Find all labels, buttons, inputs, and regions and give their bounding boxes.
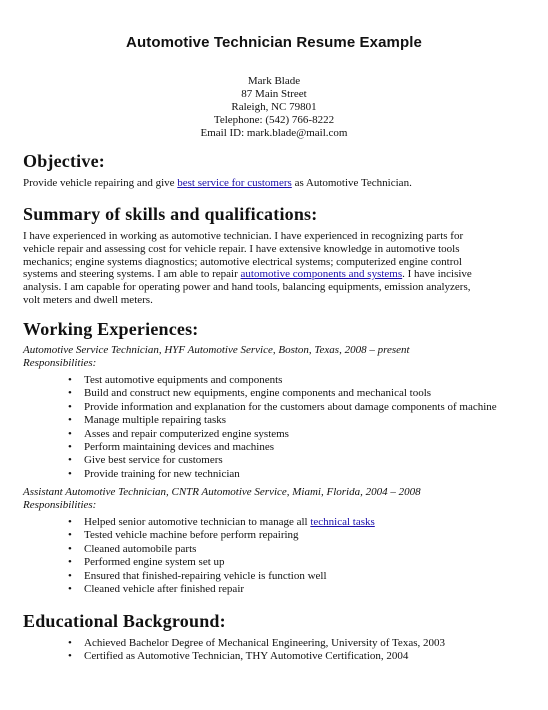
bullet-icon: • bbox=[68, 441, 72, 454]
contact-telephone: Telephone: (542) 766-8222 bbox=[213, 114, 335, 126]
list-item: • Performed engine system set up bbox=[68, 556, 225, 569]
list-item: • Certified as Automotive Technician, THY Automotive Certification, 2004 bbox=[68, 650, 409, 663]
bullet-icon: • bbox=[68, 454, 72, 467]
bullet-icon: • bbox=[68, 650, 72, 663]
contact-email: Email ID: mark.blade@mail.com bbox=[200, 127, 348, 139]
list-item: • Cleaned automobile parts bbox=[68, 542, 197, 555]
best-service-link[interactable]: best service for customers bbox=[177, 177, 292, 189]
list-item: • Achieved Bachelor Degree of Mechanical Engineering, University of Texas, 2003 bbox=[68, 637, 445, 649]
summary-line: I have experienced in working as automotive technician. I have experienced in recognizing parts for bbox=[23, 230, 464, 242]
experience-heading: Working Experiences: bbox=[23, 319, 199, 339]
bullet-icon: • bbox=[68, 569, 72, 582]
contact-street: 87 Main Street bbox=[241, 88, 307, 100]
contact-name: Mark Blade bbox=[247, 75, 301, 87]
bullet-icon: • bbox=[68, 467, 72, 480]
education-list bbox=[23, 637, 445, 664]
list-item: • Cleaned vehicle after finished repair bbox=[68, 583, 245, 596]
job2-role: Assistant Automotive Technician, CNTR Automotive Service, Miami, Florida, 2004 – 2008 bbox=[23, 486, 421, 498]
list-item: • Build and construct new equipments, engine components and mechanical tools bbox=[68, 387, 432, 400]
job2-responsibilities-list bbox=[23, 516, 375, 596]
technical-tasks-link[interactable]: technical tasks bbox=[310, 516, 375, 528]
job2-header bbox=[23, 486, 421, 512]
list-item: • Perform maintaining devices and machines bbox=[68, 441, 274, 454]
list-item: • Provide information and explanation for the customers about damage components of machine bbox=[68, 400, 497, 413]
summary-text bbox=[23, 230, 523, 307]
bullet-icon: • bbox=[68, 414, 72, 427]
list-item: • Tested vehicle machine before perform repairing bbox=[68, 529, 299, 542]
contact-city: Raleigh, NC 79801 bbox=[231, 101, 317, 113]
summary-line4-pre: systems and steering systems. I am able to repair bbox=[23, 268, 241, 281]
job1-responsibilities-list bbox=[23, 374, 497, 481]
summary-line: analysis. I am capable for operating power and hand tools, balancing equipments, emission analyzers, bbox=[23, 281, 471, 294]
list-item: • Asses and repair computerized engine systems bbox=[68, 427, 289, 440]
objective-heading: Objective: bbox=[23, 151, 105, 171]
bullet-icon: • bbox=[68, 427, 72, 440]
contact-block bbox=[0, 75, 548, 140]
document-title: Automotive Technician Resume Example bbox=[126, 34, 422, 51]
list-item: • Manage multiple repairing tasks bbox=[68, 414, 227, 427]
summary-heading: Summary of skills and qualifications: bbox=[23, 204, 318, 224]
bullet-icon: • bbox=[68, 516, 72, 528]
job1-responsibilities-label: Responsibilities: bbox=[23, 356, 97, 369]
summary-line4-post: . I have incisive bbox=[402, 268, 472, 281]
summary-line: mechanics; engine systems diagnostics; automotive electrical systems; computerized engine control bbox=[23, 255, 462, 268]
job1-role: Automotive Service Technician, HYF Automotive Service, Boston, Texas, 2008 – present bbox=[23, 344, 410, 356]
bullet-icon: • bbox=[68, 637, 72, 649]
list-item: • Ensured that finished-repairing vehicle is function well bbox=[68, 569, 327, 582]
objective-text bbox=[23, 177, 523, 190]
bullet-icon: • bbox=[68, 542, 72, 555]
bullet-icon: • bbox=[68, 556, 72, 569]
bullet-icon: • bbox=[68, 400, 72, 413]
objective-post: as Automotive Technician. bbox=[291, 177, 412, 189]
list-item: • Helped senior automotive technician to manage all technical tasks bbox=[68, 516, 375, 528]
list-item: • Give best service for customers bbox=[68, 454, 223, 467]
objective-pre: Provide vehicle repairing and give bbox=[23, 177, 178, 189]
list-item: • Test automotive equipments and components bbox=[68, 374, 283, 386]
bullet-icon: • bbox=[68, 529, 72, 542]
bullet-icon: • bbox=[68, 583, 72, 596]
bullet-icon: • bbox=[68, 374, 72, 386]
automotive-components-link[interactable]: automotive components and systems bbox=[240, 268, 403, 281]
summary-line: volt meters and dwell meters. bbox=[23, 293, 153, 306]
list-item: • Provide training for new technician bbox=[68, 467, 240, 480]
education-heading: Educational Background: bbox=[23, 611, 226, 631]
summary-line: vehicle repair and assessing cost for vehicle repair. I have extensive knowledge in automotive tools bbox=[23, 242, 460, 255]
job2-responsibilities-label: Responsibilities: bbox=[23, 498, 97, 511]
bullet-icon: • bbox=[68, 387, 72, 400]
summary-line bbox=[23, 268, 523, 281]
job1-header bbox=[23, 344, 410, 370]
